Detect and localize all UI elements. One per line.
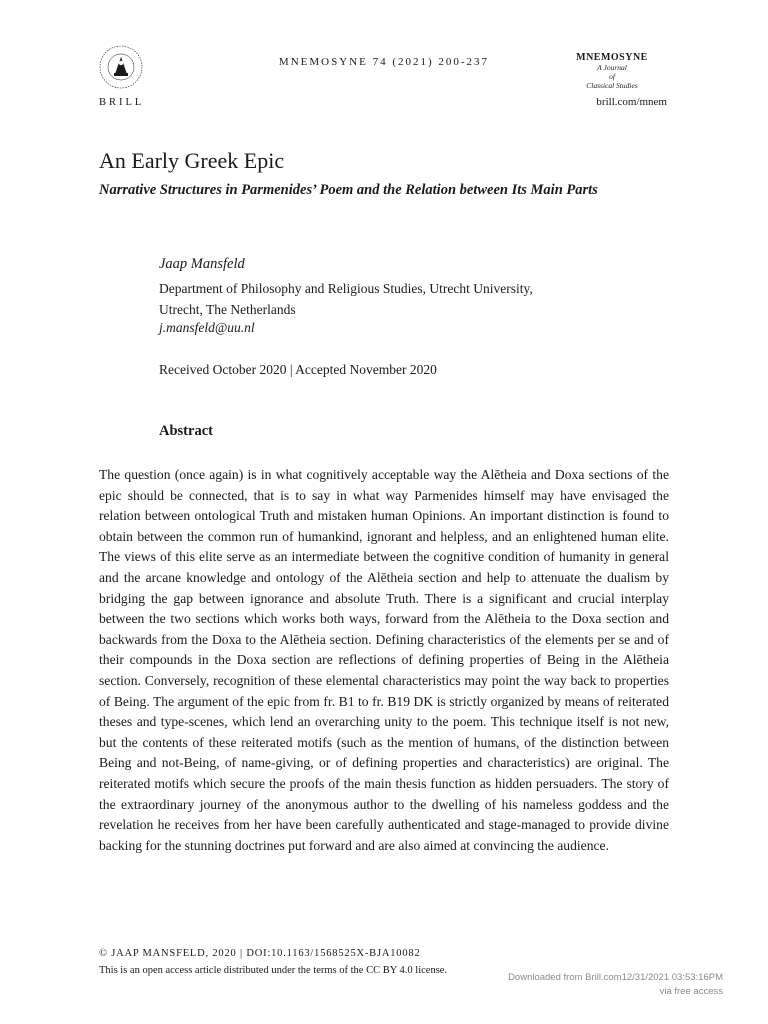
journal-citation: MNEMOSYNE 74 (2021) 200-237: [278, 56, 490, 68]
publisher-name: BRILL: [99, 97, 145, 108]
abstract-heading: Abstract: [159, 423, 213, 439]
masthead-subtitle-1: A Journal: [597, 63, 627, 72]
download-line-2: via free access: [659, 986, 723, 997]
journal-website-link[interactable]: brill.com/mnem: [596, 96, 667, 108]
journal-masthead: [557, 52, 667, 90]
affiliation-line-1: Department of Philosophy and Religious Studies, Utrecht University,: [159, 281, 533, 296]
license-statement: This is an open access article distributed under the terms of the CC BY 4.0 license.: [99, 965, 448, 976]
masthead-subtitle-2: of: [609, 72, 615, 81]
author-email-link[interactable]: j.mansfeld@uu.nl: [159, 320, 255, 335]
download-line-1: Downloaded from Brill.com12/31/2021 03:53:16PM: [508, 972, 723, 983]
masthead-subtitle-3: Classical Studies: [586, 81, 638, 90]
article-dates: Received October 2020 | Accepted November 2020: [159, 362, 437, 377]
download-watermark: [508, 971, 723, 999]
masthead-title: MNEMOSYNE: [576, 52, 648, 63]
author-name: Jaap Mansfeld: [159, 256, 245, 272]
article-subtitle: Narrative Structures in Parmenides’ Poem and the Relation between Its Main Parts: [99, 182, 598, 198]
author-affiliation: [159, 278, 639, 320]
copyright-doi: © JAAP MANSFELD, 2020 | DOI:10.1163/1568525X-BJA10082: [99, 948, 421, 959]
affiliation-line-2: Utrecht, The Netherlands: [159, 302, 296, 317]
abstract-body: The question (once again) is in what cognitively acceptable way the Alētheia and Doxa sections of the epic should be connected, that is to say in what way Parmenides himself may have envisaged the relation between ontological Truth and mistaken human Opinions. An important distinction is found to obtain between the common run of humankind, ignorant and helpless, and an enlightened human elite. The views of this elite serve as an intermediate between the cognitive condition of humanity in general and the arcane knowledge and ontology of the Alētheia section and help to attenuate the dualism by bridging the gap between ignorance and absolute Truth. There is a significant and crucial interplay between the two sections which works both ways, forward from the Alētheia to the Doxa section and backwards from the Doxa to the Alētheia section. Defining characteristics of the elements per se and of their compounds in the Doxa section are reflections of defining properties of Being in the Alētheia section. Conversely, recognition of these elemental characteristics may point the way back to properties of Being. The argument of the epic from fr. B1 to fr. B19 DK is strictly organized by means of reiterated theses and type-scenes, which lend an overarching unity to the poem. This technique itself is not new, but the contents of these reiterated motifs (such as the mention of humans, of the distinction between Being and not-Being, of name-giving, or of defining properties and characteristics) are original. The reiterated motifs which secure the proofs of the main thesis function as hidden persuaders. The story of the extraordinary journey of the anonymous author to the dwelling of his nameless goddess and the revelation he receives from her have been carefully authenticated and stage-managed to provide divine backing for the stunning doctrines put forward and are also aimed at convincing the audience.: [99, 467, 669, 853]
article-title: An Early Greek Epic: [99, 148, 285, 173]
